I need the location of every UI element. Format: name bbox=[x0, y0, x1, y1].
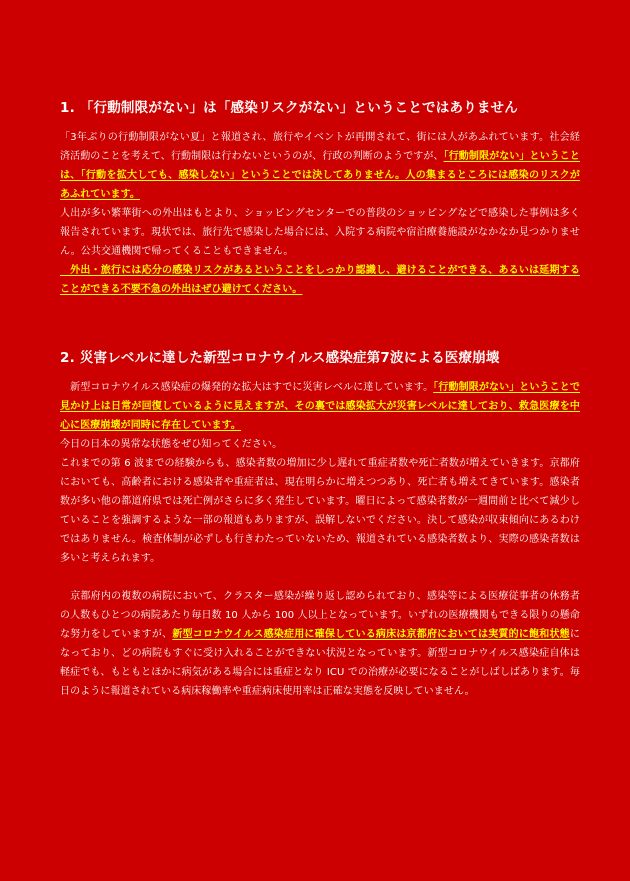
section-2-paragraph bbox=[60, 587, 580, 701]
paragraph-text: 京都府内の複数の病院において、クラスター感染が繰り返し認められており、感染等による医療従事者の休務者の人数もひとつの病院あたり毎日数 10 人から 100 人以上となっています。いずれの医療機関もできる限りの懸命な努力をしていますが、 bbox=[60, 591, 580, 640]
paragraph-text: 「3年ぶりの行動制限がない夏」と報道され、旅行やイベントが再開されて、街には人があふれています。社会経済活動のことを考えて、行動制限は行わないというのが、行政の判断のようですが、 bbox=[60, 132, 580, 162]
section-2-paragraph bbox=[60, 378, 580, 435]
paragraph-gap bbox=[60, 568, 580, 587]
section-1-paragraph bbox=[60, 261, 580, 299]
section-1-paragraph bbox=[60, 204, 580, 261]
section-2-heading: 2. 災害レベルに達した新型コロナウイルス感染症第7波による医療崩壊 bbox=[60, 350, 500, 366]
section-1 bbox=[60, 96, 580, 299]
paragraph-text: これまでの第 6 波までの経験からも、感染者数の増加に少し遅れて重症者数や死亡者数が増えていきます。京都府においても、高齢者における感染者や重症者は、現在明らかに増えつつあり、死亡者も増えてきています。感染者数が多い他の都道府県では死亡例がさらに多く発生しています。曜日によって感染者数が一週間前と比べて減少していることを強調するような一部の報道もありますが、誤解しないでください。決して感染が収束傾向にあるわけではありません。検査体制が必ずしも行きわたっていないため、報道されている感染者数より、実際の感染者数は多いと考えられます。 bbox=[60, 458, 580, 564]
section-2-paragraph bbox=[60, 435, 580, 454]
paragraph-text: 新型コロナウイルス感染症の爆発的な拡大はすでに災害レベルに達しています。 bbox=[60, 382, 434, 393]
highlighted-text: 「行動制限がない」ということは、「行動を拡大しても、感染しない」ということでは決してありません。人の集まるところには感染のリスクがあふれています。 bbox=[60, 151, 581, 200]
highlighted-text: 新型コロナウイルス感染症用に確保している病床は京都府においては実質的に飽和状態 bbox=[172, 629, 570, 640]
paragraph-text: になっており、どの病院もすぐに受け入れることができない状況となっています。新型コロナウイルス感染症自体は軽症でも、もともとほかに病気がある場合には重症となり ICU での治療が必要になることがしばしばあります。毎日のように報道されている病床稼働率や重症病床使用率は正確な実態を反映していません。 bbox=[60, 629, 580, 697]
paragraph-text: 今日の日本の異常な状態をぜひ知ってください。 bbox=[60, 439, 283, 450]
section-2 bbox=[60, 346, 580, 701]
highlighted-text: 外出・旅行には応分の感染リスクがあるということをしっかり認識し、避けることができる、あるいは延期することができる不要不急の外出はぜひ避けてください。 bbox=[60, 265, 580, 295]
section-1-heading: 1. 「行動制限がない」は「感染リスクがない」ということではありません bbox=[60, 100, 518, 116]
highlighted-text: 「行動制限がない」ということで見かけ上は日常が回復しているように見えますが、その裏では感染拡大が災害レベルに達しており、救急医療を中心に医療崩壊が同時に存在しています。 bbox=[60, 382, 580, 431]
paragraph-text: 人出が多い繁華街への外出はもとより、ショッピングセンターでの普段のショッピングなどで感染した事例は多く報告されています。現状では、旅行先で感染した場合には、入院する病院や宿泊療養施設がなかなか見つかりません。公共交通機関で帰ってくることもできません。 bbox=[60, 208, 580, 257]
section-1-paragraph bbox=[60, 128, 580, 204]
section-2-paragraph bbox=[60, 454, 580, 568]
